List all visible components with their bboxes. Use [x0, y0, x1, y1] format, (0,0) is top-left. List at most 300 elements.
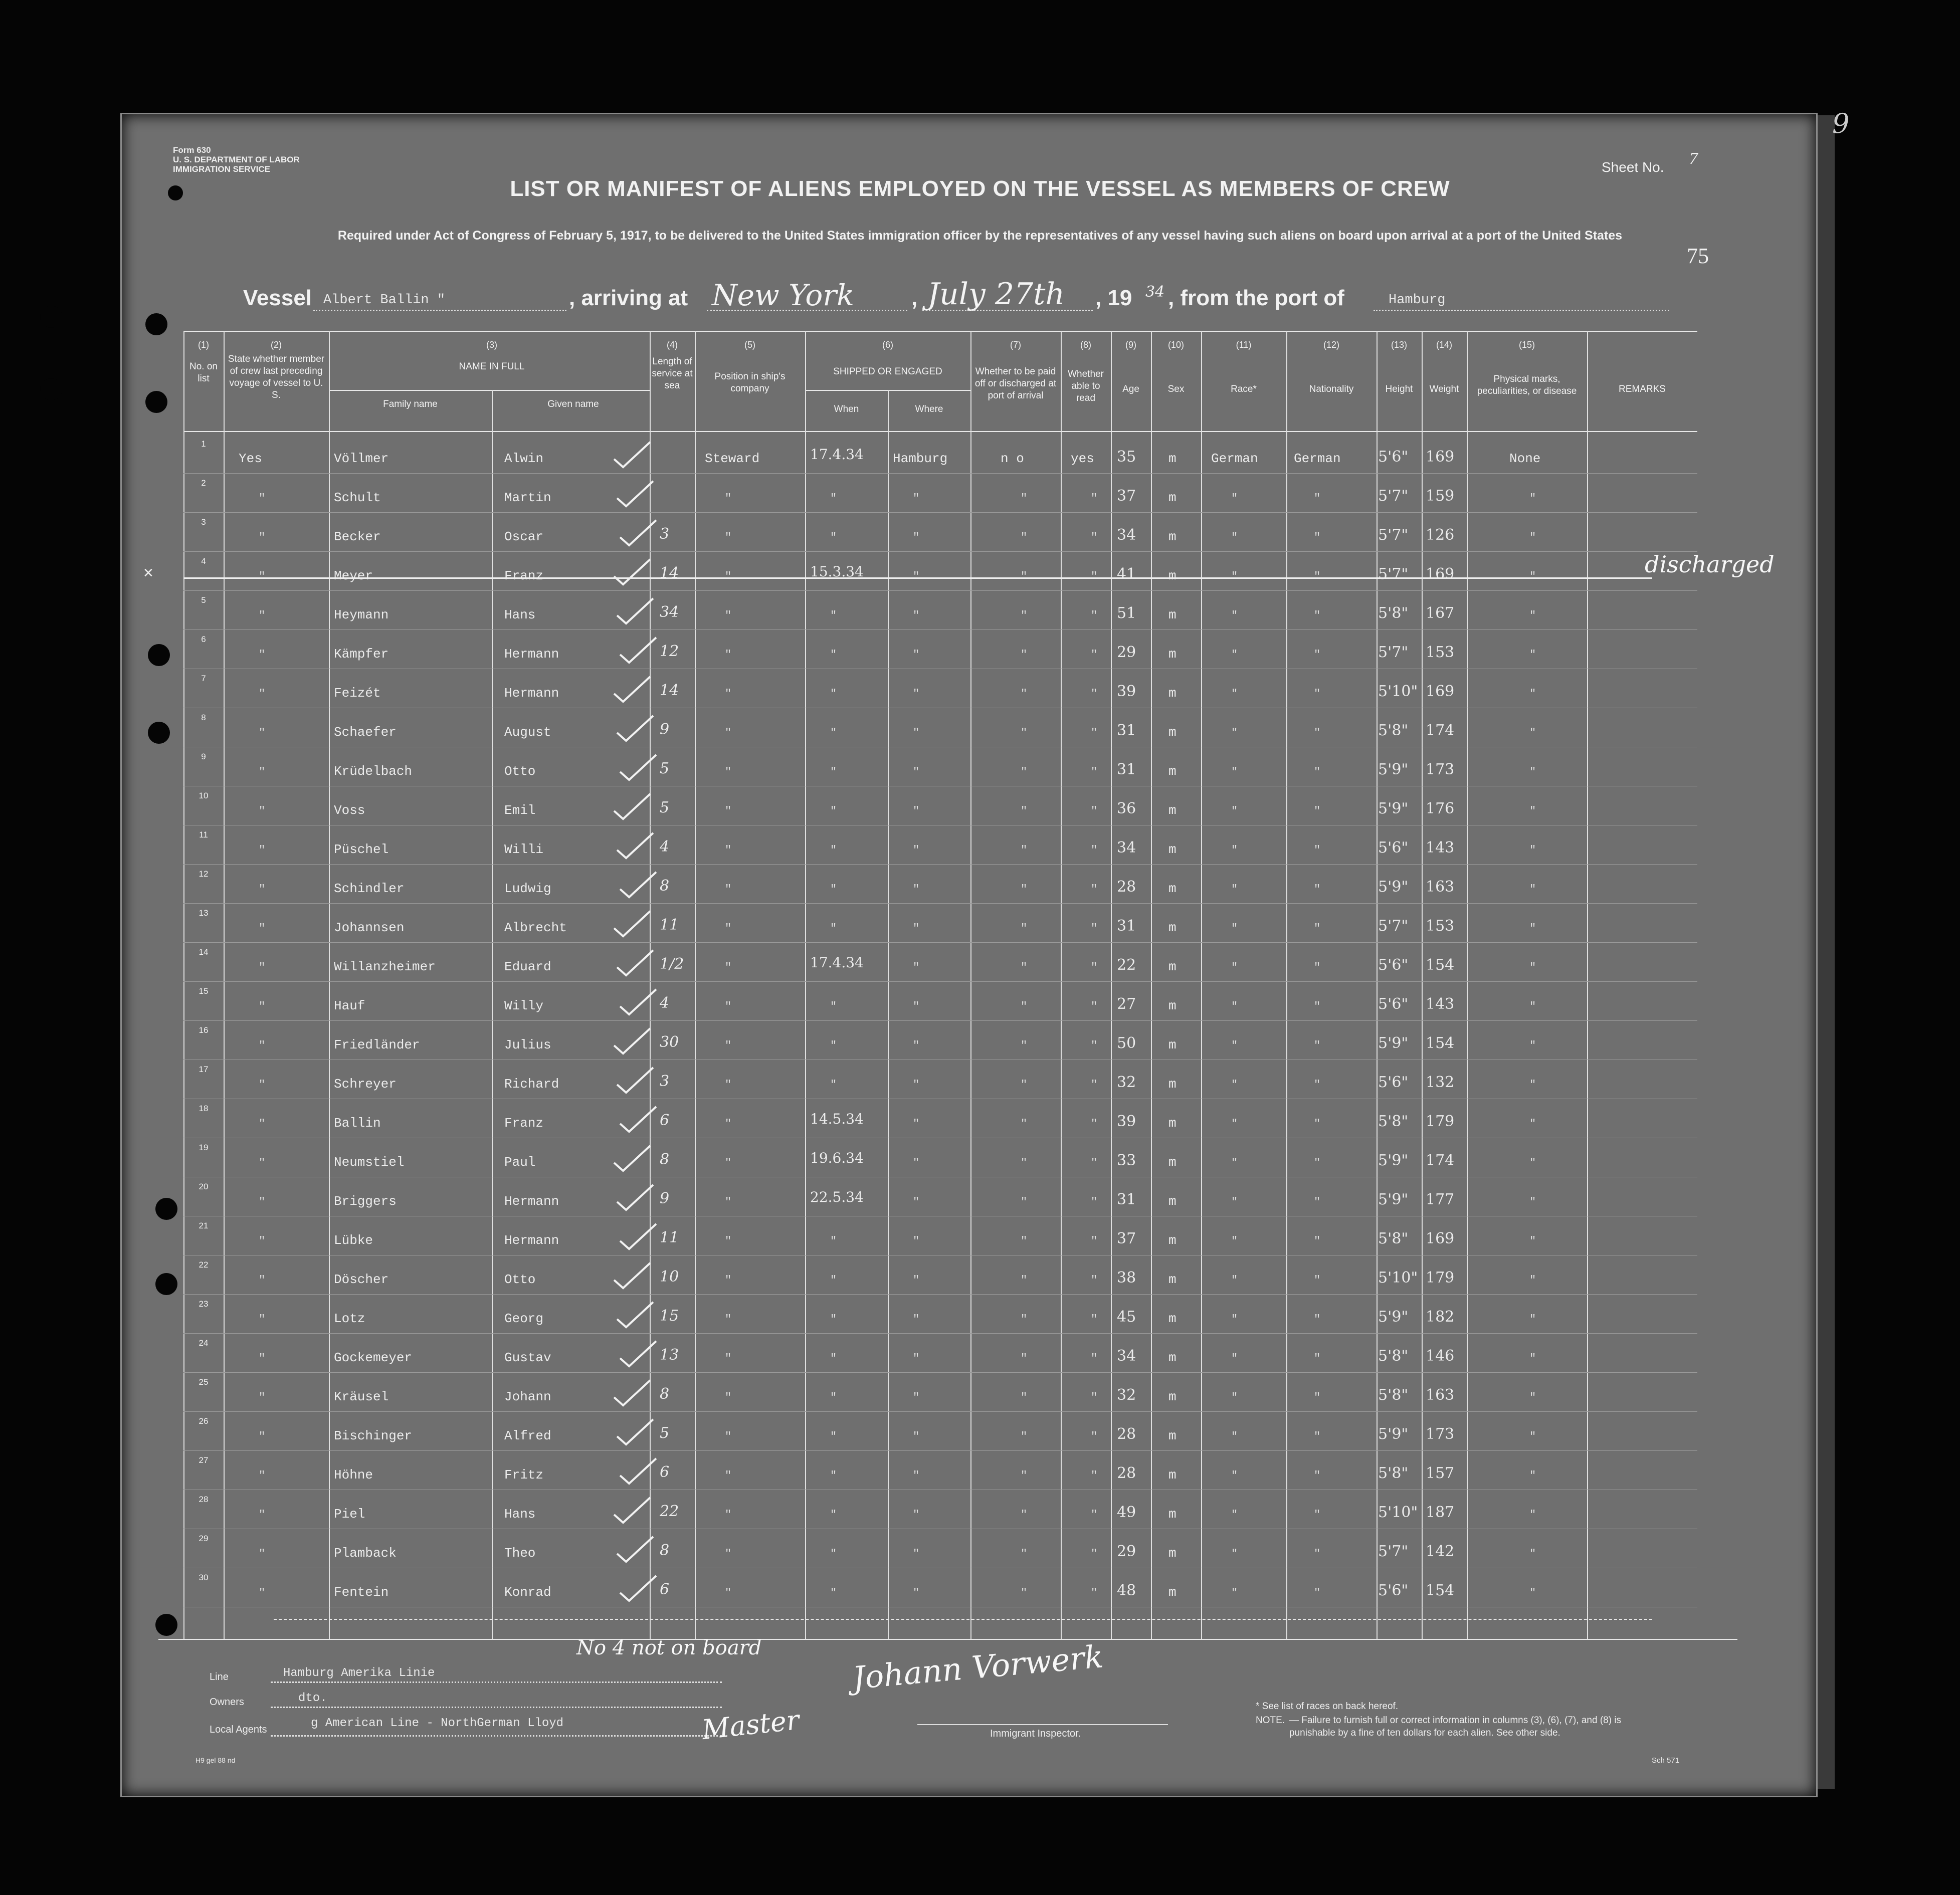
cell-when: "	[830, 492, 837, 505]
cell-nationality: "	[1314, 1469, 1321, 1482]
cell-service: 10	[660, 1268, 679, 1286]
cell-family: Meyer	[334, 568, 373, 583]
row-number: 9	[201, 752, 206, 761]
cell-read: "	[1091, 1039, 1098, 1052]
cell-paid: "	[1021, 961, 1028, 974]
cell-position: "	[725, 727, 732, 739]
table-row	[183, 1062, 1697, 1101]
cell-position: "	[725, 1039, 732, 1052]
cell-prev: "	[259, 805, 266, 817]
cell-weight: 167	[1426, 604, 1455, 622]
cell-sex: m	[1168, 1507, 1177, 1522]
owners-value: dto.	[298, 1692, 327, 1705]
cell-given: Franz	[504, 1116, 544, 1131]
cell-age: 48	[1117, 1582, 1136, 1599]
cell-height: 5'6"	[1378, 995, 1409, 1013]
crew-manifest-table	[143, 331, 1888, 1644]
cell-paid: "	[1021, 1352, 1028, 1365]
date-underline	[922, 310, 1093, 311]
cell-marks: "	[1529, 1391, 1536, 1404]
check-mark-icon	[615, 714, 655, 744]
cell-family: Höhne	[334, 1467, 373, 1483]
header-given-name: Given name	[547, 399, 599, 409]
cell-height: 5'7"	[1378, 644, 1409, 661]
cell-weight: 174	[1426, 1152, 1455, 1169]
cell-race: "	[1231, 766, 1238, 778]
cell-prev: Yes	[239, 451, 262, 466]
cell-race: "	[1231, 531, 1238, 544]
cell-nationality: "	[1314, 883, 1321, 896]
cell-position: "	[725, 1000, 732, 1013]
sheet-number-value: 7	[1689, 149, 1698, 168]
check-mark-icon	[612, 1496, 652, 1526]
cell-prev: "	[259, 844, 266, 857]
header-no-on-list: No. on list	[189, 361, 218, 384]
cell-race: German	[1211, 451, 1258, 466]
header-position: Position in ship's company	[714, 371, 786, 394]
cell-weight: 154	[1426, 1034, 1455, 1052]
cell-given: Julius	[504, 1037, 551, 1052]
row-number: 1	[201, 439, 206, 449]
cell-when: 19.6.34	[810, 1150, 864, 1166]
local-agents-value: g American Line - NorthGerman Lloyd	[311, 1717, 564, 1730]
row-number: 20	[199, 1182, 209, 1191]
cell-read: "	[1091, 1469, 1098, 1482]
cell-given: Alfred	[504, 1428, 551, 1443]
check-mark-icon	[615, 596, 655, 626]
cell-when: 14.5.34	[810, 1111, 864, 1127]
cell-service: 6	[660, 1581, 670, 1598]
cell-when: 15.3.34	[810, 563, 864, 580]
check-mark-icon	[615, 1535, 655, 1565]
cell-prev: "	[259, 1391, 266, 1404]
row-number: 6	[201, 635, 206, 644]
cell-prev: "	[259, 922, 266, 935]
cell-given: Hans	[504, 1507, 536, 1522]
cell-position: "	[725, 1313, 732, 1326]
cell-marks: "	[1529, 609, 1536, 622]
master-signature: Master	[700, 1704, 801, 1746]
cell-age: 29	[1117, 644, 1136, 661]
check-mark-icon	[612, 675, 652, 705]
cell-given: Emil	[504, 803, 536, 818]
row-number: 14	[199, 947, 209, 957]
cell-marks: "	[1529, 1430, 1536, 1443]
cell-family: Schult	[334, 490, 381, 505]
cell-given: August	[504, 725, 551, 740]
cell-prev: "	[259, 883, 266, 896]
cell-sex: m	[1168, 451, 1177, 466]
cell-when: "	[830, 1352, 837, 1365]
cell-when: 17.4.34	[810, 954, 864, 971]
row-number: 30	[199, 1573, 209, 1582]
cell-age: 32	[1117, 1074, 1136, 1091]
check-mark-icon	[615, 1066, 655, 1096]
cell-position: "	[725, 609, 732, 622]
cell-read: "	[1091, 688, 1098, 700]
cell-height: 5'9"	[1378, 1034, 1409, 1052]
cell-when: "	[830, 609, 837, 622]
table-row	[183, 631, 1697, 671]
cell-weight: 169	[1426, 565, 1455, 583]
cell-family: Schreyer	[334, 1077, 397, 1092]
cell-read: "	[1091, 609, 1098, 622]
cell-age: 31	[1117, 722, 1136, 739]
cell-race: "	[1231, 1157, 1238, 1169]
arriving-port: New York	[712, 278, 855, 312]
date-separator: ,	[911, 286, 918, 310]
cell-weight: 143	[1426, 839, 1455, 857]
cell-where: "	[913, 492, 920, 505]
cell-weight: 169	[1426, 1230, 1455, 1247]
cell-position: "	[725, 1352, 732, 1365]
table-row	[183, 1570, 1697, 1609]
cell-where: "	[913, 1430, 920, 1443]
cell-paid: "	[1021, 492, 1028, 505]
cell-where: "	[913, 1509, 920, 1521]
cell-age: 22	[1117, 956, 1136, 974]
cell-race: "	[1231, 727, 1238, 739]
cell-position: "	[725, 1079, 732, 1091]
cell-paid: "	[1021, 570, 1028, 583]
cell-where: "	[913, 961, 920, 974]
column-number: (9)	[1125, 340, 1136, 350]
cell-read: "	[1091, 1196, 1098, 1208]
cell-weight: 177	[1426, 1191, 1455, 1208]
agency-block	[173, 145, 300, 174]
cell-position: "	[725, 1391, 732, 1404]
cell-sex: m	[1168, 1311, 1177, 1326]
cell-sex: m	[1168, 1037, 1177, 1052]
check-mark-icon	[618, 1574, 658, 1604]
check-mark-icon	[612, 792, 652, 822]
cell-when: 17.4.34	[810, 446, 864, 463]
cell-race: "	[1231, 805, 1238, 817]
cell-height: 5'9"	[1378, 1308, 1409, 1326]
race-note: * See list of races on back hereof.	[1256, 1701, 1399, 1712]
cell-sex: m	[1168, 1428, 1177, 1443]
column-number: (6)	[882, 340, 893, 350]
cell-given: Willi	[504, 842, 544, 857]
cell-marks: "	[1529, 1196, 1536, 1208]
page-title: LIST OR MANIFEST OF ALIENS EMPLOYED ON THE VESSEL AS MEMBERS OF CREW	[510, 176, 1450, 201]
cell-given: Ludwig	[504, 881, 551, 896]
cell-height: 5'8"	[1378, 1347, 1409, 1365]
column-number: (2)	[271, 340, 282, 350]
cell-height: 5'7"	[1378, 1543, 1409, 1560]
table-row	[183, 1022, 1697, 1062]
cell-when: "	[830, 1039, 837, 1052]
header-paid-off: Whether to be paid off or discharged at port of arrival	[974, 366, 1057, 401]
cell-when: "	[830, 531, 837, 544]
cell-where: "	[913, 1352, 920, 1365]
cell-where: "	[913, 766, 920, 778]
cell-race: "	[1231, 649, 1238, 661]
cell-prev: "	[259, 1313, 266, 1326]
cell-service: 4	[660, 838, 670, 856]
cell-race: "	[1231, 883, 1238, 896]
cell-nationality: "	[1314, 961, 1321, 974]
cell-where: "	[913, 1587, 920, 1599]
cell-marks: "	[1529, 649, 1536, 661]
cell-family: Neumstiel	[334, 1155, 405, 1170]
cell-height: 5'9"	[1378, 800, 1409, 817]
cell-height: 5'10"	[1378, 1269, 1418, 1287]
cell-race: "	[1231, 1079, 1238, 1091]
column-number: (12)	[1323, 340, 1339, 350]
cell-race: "	[1231, 570, 1238, 583]
cell-service: 8	[660, 1542, 670, 1559]
cell-service: 11	[660, 916, 679, 934]
column-number: (4)	[667, 340, 678, 350]
cell-sex: m	[1168, 1546, 1177, 1561]
cell-nationality: "	[1314, 727, 1321, 739]
cell-marks: "	[1529, 805, 1536, 817]
cell-position: "	[725, 570, 732, 583]
cell-paid: "	[1021, 1587, 1028, 1599]
cell-paid: "	[1021, 1548, 1028, 1560]
cell-position: "	[725, 531, 732, 544]
cell-where: "	[913, 844, 920, 857]
cell-service: 34	[660, 603, 679, 621]
cell-service: 14	[660, 682, 679, 699]
header-bottom-rule	[183, 431, 1697, 432]
cell-sex: m	[1168, 920, 1177, 935]
cell-when: "	[830, 766, 837, 778]
cell-where: "	[913, 1039, 920, 1052]
cell-age: 37	[1117, 487, 1136, 505]
cell-given: Johann	[504, 1389, 551, 1404]
column-number: (15)	[1518, 340, 1535, 350]
table-row	[183, 1296, 1697, 1335]
cell-where: "	[913, 1274, 920, 1287]
cell-position: "	[725, 883, 732, 896]
cell-race: "	[1231, 1430, 1238, 1443]
check-mark-icon	[615, 948, 655, 978]
cell-race: "	[1231, 688, 1238, 700]
row-number: 28	[199, 1495, 209, 1504]
cell-nationality: "	[1314, 1235, 1321, 1247]
cell-prev: "	[259, 1079, 266, 1091]
cell-position: "	[725, 922, 732, 935]
table-bottom-rule	[158, 1639, 1737, 1640]
binder-hole	[40, 306, 62, 328]
cell-family: Völlmer	[334, 451, 389, 466]
cell-race: "	[1231, 1000, 1238, 1013]
cell-service: 22	[660, 1503, 679, 1520]
cell-sex: m	[1168, 529, 1177, 544]
cell-weight: 173	[1426, 1425, 1455, 1443]
cell-race: "	[1231, 961, 1238, 974]
cell-marks: "	[1529, 1039, 1536, 1052]
cell-read: "	[1091, 1509, 1098, 1521]
table-row	[183, 671, 1697, 710]
cell-read: "	[1091, 1352, 1098, 1365]
cell-race: "	[1231, 1548, 1238, 1560]
row-number: 10	[199, 791, 209, 800]
table-row	[183, 592, 1697, 631]
cell-race: "	[1231, 844, 1238, 857]
cell-given: Franz	[504, 568, 544, 583]
line-underline	[271, 1681, 722, 1683]
cell-weight: 163	[1426, 1386, 1455, 1404]
cell-height: 5'7"	[1378, 917, 1409, 935]
cell-weight: 153	[1426, 917, 1455, 935]
cell-where: "	[913, 1313, 920, 1326]
table-row	[183, 827, 1697, 866]
cell-marks: "	[1529, 1352, 1536, 1365]
cell-given: Eduard	[504, 959, 551, 974]
cell-position: "	[725, 766, 732, 778]
cell-read: "	[1091, 805, 1098, 817]
cell-given: Hermann	[504, 1194, 559, 1209]
cell-service: 8	[660, 877, 670, 895]
cell-service: 5	[660, 799, 670, 816]
cell-nationality: "	[1314, 1157, 1321, 1169]
cell-nationality: "	[1314, 1548, 1321, 1560]
cell-nationality: "	[1314, 1196, 1321, 1208]
cell-position: "	[725, 1548, 732, 1560]
row-number: 19	[199, 1143, 209, 1152]
cell-paid: "	[1021, 1118, 1028, 1130]
handwritten-note: No 4 not on board	[576, 1636, 762, 1659]
cell-paid: "	[1021, 1391, 1028, 1404]
row-number: 27	[199, 1455, 209, 1465]
check-mark-icon	[618, 1339, 658, 1369]
cell-given: Konrad	[504, 1585, 551, 1600]
cell-read: "	[1091, 531, 1098, 544]
cell-given: Fritz	[504, 1467, 544, 1483]
cell-given: Hermann	[504, 647, 559, 662]
binder-hole	[145, 313, 167, 335]
cell-race: "	[1231, 1509, 1238, 1521]
cell-paid: "	[1021, 766, 1028, 778]
cell-weight: 174	[1426, 722, 1455, 739]
check-mark-icon	[618, 1222, 658, 1252]
cell-sex: m	[1168, 607, 1177, 622]
cell-given: Theo	[504, 1546, 536, 1561]
strike-through-line	[183, 577, 1652, 579]
vessel-label: Vessel	[243, 286, 312, 310]
cell-race: "	[1231, 1235, 1238, 1247]
cell-age: 27	[1117, 995, 1136, 1013]
row-number: 7	[201, 674, 206, 683]
row-number: 18	[199, 1104, 209, 1113]
cell-paid: "	[1021, 922, 1028, 935]
cell-when: "	[830, 688, 837, 700]
cell-position: "	[725, 1274, 732, 1287]
cell-sex: m	[1168, 647, 1177, 662]
cell-where: "	[913, 727, 920, 739]
row-number: 12	[199, 869, 209, 879]
cell-prev: "	[259, 1430, 266, 1443]
vessel-underline	[313, 310, 566, 311]
cell-nationality: "	[1314, 1000, 1321, 1013]
cell-nationality: "	[1314, 492, 1321, 505]
row-number: 25	[199, 1377, 209, 1387]
row-number: 15	[199, 986, 209, 996]
cell-service: 1/2	[660, 955, 684, 973]
row-number: 2	[201, 478, 206, 488]
row-number: 26	[199, 1416, 209, 1426]
check-mark-icon	[612, 1144, 652, 1174]
cell-height: 5'9"	[1378, 878, 1409, 896]
cell-weight: 179	[1426, 1113, 1455, 1130]
check-mark-icon	[612, 909, 652, 939]
cell-when: "	[830, 1079, 837, 1091]
cell-prev: "	[259, 688, 266, 700]
cell-where: "	[913, 883, 920, 896]
cell-family: Hauf	[334, 998, 365, 1013]
cell-marks: "	[1529, 766, 1536, 778]
cell-family: Schaefer	[334, 725, 397, 740]
corner-page-mark: 9	[1832, 108, 1850, 139]
cell-read: "	[1091, 1548, 1098, 1560]
agents-underline	[271, 1735, 722, 1737]
cell-marks: "	[1529, 1509, 1536, 1521]
cell-family: Püschel	[334, 842, 389, 857]
header-nationality: Nationality	[1309, 384, 1354, 394]
cell-sex: m	[1168, 1467, 1177, 1483]
cell-age: 28	[1117, 1425, 1136, 1443]
cell-nationality: "	[1314, 922, 1321, 935]
cell-service: 6	[660, 1463, 670, 1481]
cell-sex: m	[1168, 725, 1177, 740]
cell-service: 5	[660, 760, 670, 777]
cell-height: 5'6"	[1378, 839, 1409, 857]
cell-prev: "	[259, 727, 266, 739]
local-agents-label: Local Agents	[210, 1724, 267, 1735]
row-number: 11	[199, 830, 208, 839]
cell-height: 5'9"	[1378, 1191, 1409, 1208]
cell-where: "	[913, 1548, 920, 1560]
cell-when: "	[830, 805, 837, 817]
cell-read: "	[1091, 766, 1098, 778]
cell-marks: "	[1529, 1235, 1536, 1247]
cell-service: 4	[660, 994, 670, 1012]
cell-race: "	[1231, 1587, 1238, 1599]
cell-sex: m	[1168, 1389, 1177, 1404]
cell-prev: "	[259, 1235, 266, 1247]
cell-sex: m	[1168, 568, 1177, 583]
cell-prev: "	[259, 1000, 266, 1013]
cell-marks: "	[1529, 1079, 1536, 1091]
cell-given: Hans	[504, 607, 536, 622]
cell-read: "	[1091, 1000, 1098, 1013]
column-number: (8)	[1080, 340, 1091, 350]
cell-race: "	[1231, 1391, 1238, 1404]
cell-position: "	[725, 1430, 732, 1443]
cell-age: 45	[1117, 1308, 1136, 1326]
cell-race: "	[1231, 609, 1238, 622]
table-row	[183, 1413, 1697, 1452]
cell-prev: "	[259, 531, 266, 544]
cell-prev: "	[259, 1548, 266, 1560]
cell-family: Johannsen	[334, 920, 405, 935]
cell-age: 34	[1117, 839, 1136, 857]
table-row	[183, 1179, 1697, 1218]
cell-paid: "	[1021, 1274, 1028, 1287]
cell-marks: "	[1529, 844, 1536, 857]
cell-height: 5'6"	[1378, 448, 1409, 466]
table-row	[183, 866, 1697, 905]
cell-race: "	[1231, 1313, 1238, 1326]
cell-where: "	[913, 1000, 920, 1013]
sheet-number-label: Sheet No.	[1602, 159, 1664, 175]
cell-service: 13	[660, 1346, 679, 1364]
cell-race: "	[1231, 1352, 1238, 1365]
cell-height: 5'8"	[1378, 722, 1409, 739]
